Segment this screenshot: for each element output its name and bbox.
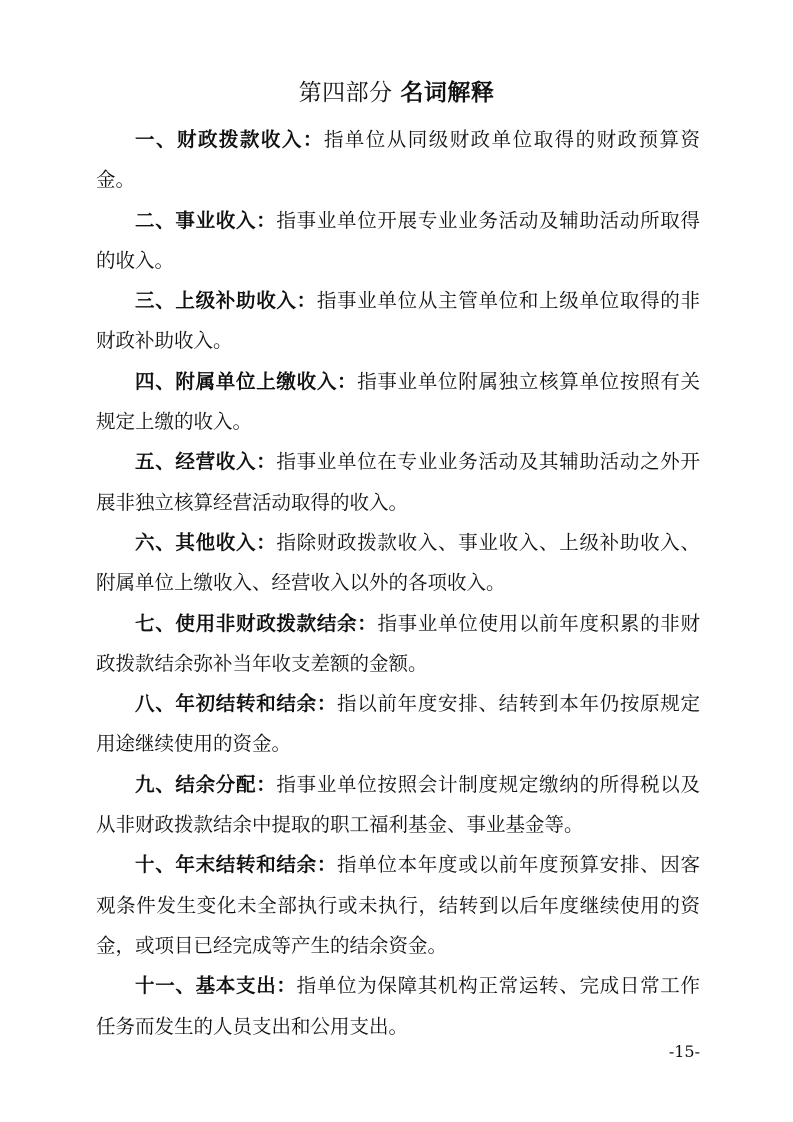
title-prefix: 第四部分 <box>298 80 393 106</box>
term-label: 四、附属单位上缴收入： <box>135 369 358 393</box>
term-definition: 指除财政拨款收入、事业收入、上级补助收入、附属单位上缴收入、经营收入以外的各项收入。 <box>96 530 700 595</box>
term-paragraph <box>96 281 700 362</box>
term-paragraph <box>96 201 700 282</box>
term-definition: 指事业单位从主管单位和上级单位取得的非财政补助收入。 <box>96 289 700 353</box>
term-paragraph <box>96 765 700 846</box>
term-definition: 指以前年度安排、结转到本年仍按原规定用途继续使用的资金。 <box>96 692 700 756</box>
term-definition: 指单位为保障其机构正常运转、完成日常工作任务而发生的人员支出和公用支出。 <box>96 974 700 1038</box>
term-label: 十一、基本支出： <box>135 974 297 998</box>
term-label: 八、年初结转和结余： <box>135 692 338 716</box>
term-definition: 指事业单位开展专业业务活动及辅助活动所取得的收入。 <box>96 208 700 272</box>
term-paragraph <box>96 684 700 765</box>
term-paragraph <box>96 362 700 443</box>
term-label: 七、使用非财政拨款结余： <box>135 611 378 635</box>
terms-list <box>96 120 700 1047</box>
term-paragraph <box>96 966 700 1047</box>
term-definition: 指事业单位在专业业务活动及其辅助活动之外开展非独立核算经营活动取得的收入。 <box>96 450 700 514</box>
term-label: 五、经营收入： <box>135 450 277 474</box>
term-label: 三、上级补助收入： <box>135 289 317 313</box>
term-label: 一、财政拨款收入： <box>135 128 324 151</box>
term-definition: 指单位本年度或以前年度预算安排、因客观条件发生变化未全部执行或未执行，结转到以后年度继续使用的资金，或项目已经完成等产生的结余资金。 <box>96 853 700 957</box>
term-definition: 指事业单位按照会计制度规定缴纳的所得税以及从非财政拨款结余中提取的职工福利基金、事业基金等。 <box>96 772 700 837</box>
title-main: 名词解释 <box>400 79 495 106</box>
term-paragraph <box>96 442 700 523</box>
page-number: -15- <box>668 1042 700 1061</box>
term-definition: 指单位从同级财政单位取得的财政预算资金。 <box>96 128 700 192</box>
term-paragraph <box>96 120 700 201</box>
term-label: 二、事业收入： <box>135 208 277 232</box>
term-paragraph <box>96 523 700 604</box>
term-label: 六、其他收入： <box>135 530 277 554</box>
term-label: 十、年末结转和结余： <box>135 853 338 877</box>
term-definition: 指事业单位附属独立核算单位按照有关规定上缴的收入。 <box>96 369 700 434</box>
term-paragraph <box>96 604 700 685</box>
term-definition: 指事业单位使用以前年度积累的非财政拨款结余弥补当年收支差额的金额。 <box>96 611 700 675</box>
page-title <box>0 76 793 110</box>
term-label: 九、结余分配： <box>135 772 277 796</box>
term-paragraph <box>96 845 700 966</box>
